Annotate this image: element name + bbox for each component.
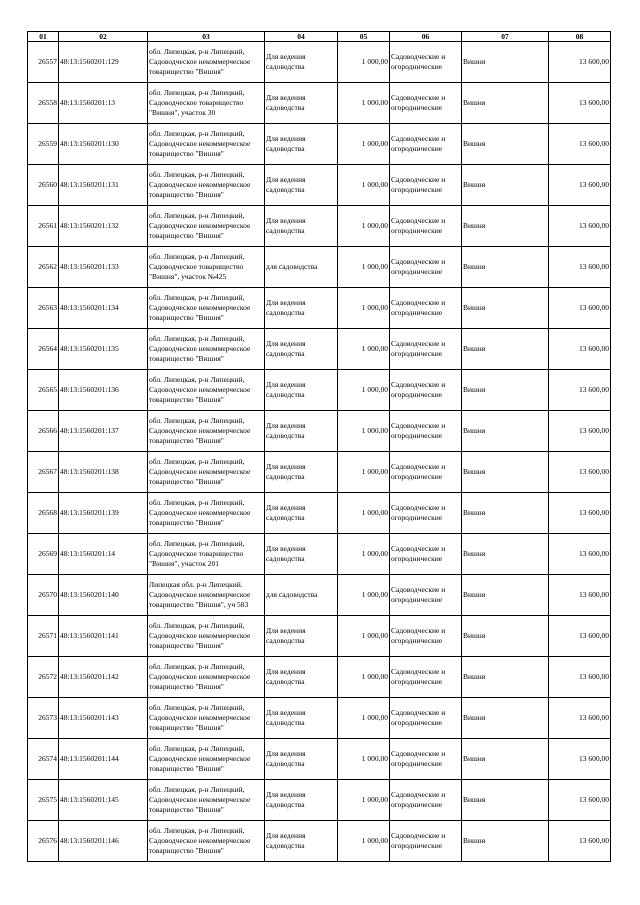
cadastral-number-cell: 48:13:1560201:134 [59,288,148,329]
cadastral-value-cell: 13 600,00 [549,42,611,83]
table-header [28,32,611,42]
permitted-use-cell: Для ведения садоводства [265,780,338,821]
cadastral-value-cell: 13 600,00 [549,657,611,698]
cadastral-value-cell: 13 600,00 [549,616,611,657]
land-category-cell: Садоводческие и огороднические [390,288,462,329]
cadastral-number-cell: 48:13:1560201:129 [59,42,148,83]
settlement-name-cell: Вишня [462,42,549,83]
permitted-use-cell: для садоводства [265,575,338,616]
record-number-cell: 26566 [28,411,59,452]
settlement-name-cell: Вишня [462,698,549,739]
cadastral-number-cell: 48:13:1560201:142 [59,657,148,698]
land-category-cell: Садоводческие и огороднические [390,616,462,657]
cadastral-number-cell: 48:13:1560201:136 [59,370,148,411]
land-category-cell: Садоводческие и огороднические [390,452,462,493]
cadastral-value-cell: 13 600,00 [549,83,611,124]
address-cell: обл. Липецкая, р-н Липецкий, Садоводческое некоммерческое товарищество "Вишня" [148,206,265,247]
address-cell: обл. Липецкая, р-н Липецкий, Садоводческое некоммерческое товарищество "Вишня" [148,657,265,698]
table-row [28,534,611,575]
cadastral-value-cell: 13 600,00 [549,575,611,616]
area-cell: 1 000,00 [338,821,390,862]
cadastral-number-cell: 48:13:1560201:146 [59,821,148,862]
area-cell: 1 000,00 [338,534,390,575]
record-number-cell: 26570 [28,575,59,616]
address-cell: обл. Липецкая, р-н Липецкий, Садоводческое товарищество "Вишня", участок 201 [148,534,265,575]
table-row [28,288,611,329]
cadastral-number-cell: 48:13:1560201:144 [59,739,148,780]
address-cell: обл. Липецкая, р-н Липецкий, Садоводческое некоммерческое товарищество "Вишня" [148,42,265,83]
area-cell: 1 000,00 [338,165,390,206]
table-row [28,411,611,452]
permitted-use-cell: Для ведения садоводства [265,534,338,575]
header-col-08: 08 [549,32,611,42]
address-cell: обл. Липецкая, р-н Липецкий, Садоводческое некоммерческое товарищество "Вишня" [148,452,265,493]
cadastral-number-cell: 48:13:1560201:13 [59,83,148,124]
header-col-05: 05 [338,32,390,42]
record-number-cell: 26557 [28,42,59,83]
area-cell: 1 000,00 [338,411,390,452]
permitted-use-cell: Для ведения садоводства [265,206,338,247]
address-cell: обл. Липецкая, р-н Липецкий, Садоводческое некоммерческое товарищество "Вишня" [148,411,265,452]
address-cell: обл. Липецкая, р-н Липецкий, Садоводческое некоммерческое товарищество "Вишня" [148,616,265,657]
area-cell: 1 000,00 [338,247,390,288]
table-row [28,370,611,411]
table-row [28,247,611,288]
record-number-cell: 26567 [28,452,59,493]
cadastral-value-cell: 13 600,00 [549,329,611,370]
cadastral-value-cell: 13 600,00 [549,206,611,247]
address-cell: обл. Липецкая, р-н Липецкий, Садоводческое некоммерческое товарищество "Вишня" [148,165,265,206]
area-cell: 1 000,00 [338,780,390,821]
cadastral-number-cell: 48:13:1560201:133 [59,247,148,288]
area-cell: 1 000,00 [338,616,390,657]
settlement-name-cell: Вишня [462,616,549,657]
address-cell: обл. Липецкая, р-н Липецкий, Садоводческое некоммерческое товарищество "Вишня" [148,370,265,411]
record-number-cell: 26575 [28,780,59,821]
cadastral-number-cell: 48:13:1560201:130 [59,124,148,165]
table-row [28,329,611,370]
settlement-name-cell: Вишня [462,411,549,452]
settlement-name-cell: Вишня [462,124,549,165]
cadastral-value-cell: 13 600,00 [549,534,611,575]
cadastral-number-cell: 48:13:1560201:141 [59,616,148,657]
cadastral-number-cell: 48:13:1560201:14 [59,534,148,575]
land-category-cell: Садоводческие и огороднические [390,83,462,124]
cadastral-number-cell: 48:13:1560201:138 [59,452,148,493]
address-cell: обл. Липецкая, р-н Липецкий, Садоводческое некоммерческое товарищество "Вишня" [148,493,265,534]
land-registry-table [27,31,611,862]
area-cell: 1 000,00 [338,329,390,370]
area-cell: 1 000,00 [338,493,390,534]
cadastral-value-cell: 13 600,00 [549,247,611,288]
cadastral-value-cell: 13 600,00 [549,124,611,165]
land-category-cell: Садоводческие и огороднические [390,206,462,247]
table-row [28,124,611,165]
record-number-cell: 26563 [28,288,59,329]
settlement-name-cell: Вишня [462,657,549,698]
header-col-04: 04 [265,32,338,42]
table-row [28,493,611,534]
settlement-name-cell: Вишня [462,329,549,370]
settlement-name-cell: Вишня [462,534,549,575]
settlement-name-cell: Вишня [462,575,549,616]
land-category-cell: Садоводческие и огороднические [390,124,462,165]
record-number-cell: 26574 [28,739,59,780]
cadastral-number-cell: 48:13:1560201:143 [59,698,148,739]
record-number-cell: 26572 [28,657,59,698]
table-row [28,821,611,862]
settlement-name-cell: Вишня [462,452,549,493]
land-category-cell: Садоводческие и огороднические [390,493,462,534]
land-category-cell: Садоводческие и огороднические [390,739,462,780]
cadastral-number-cell: 48:13:1560201:131 [59,165,148,206]
permitted-use-cell: Для ведения садоводства [265,821,338,862]
record-number-cell: 26568 [28,493,59,534]
settlement-name-cell: Вишня [462,739,549,780]
record-number-cell: 26565 [28,370,59,411]
table-row [28,206,611,247]
table-row [28,575,611,616]
address-cell: обл. Липецкая, р-н Липецкий, Садоводческое товарищество "Вишня", участок №425 [148,247,265,288]
header-col-03: 03 [148,32,265,42]
land-category-cell: Садоводческие и огороднические [390,657,462,698]
table-body [28,42,611,862]
address-cell: обл. Липецкая, р-н Липецкий, Садоводческое некоммерческое товарищество "Вишня" [148,329,265,370]
permitted-use-cell: Для ведения садоводства [265,657,338,698]
table-row [28,739,611,780]
permitted-use-cell: Для ведения садоводства [265,83,338,124]
record-number-cell: 26559 [28,124,59,165]
address-cell: обл. Липецкая, р-н Липецкий, Садоводческое товарищество "Вишня", участок 30 [148,83,265,124]
land-category-cell: Садоводческие и огороднические [390,329,462,370]
area-cell: 1 000,00 [338,698,390,739]
cadastral-number-cell: 48:13:1560201:140 [59,575,148,616]
permitted-use-cell: Для ведения садоводства [265,329,338,370]
land-category-cell: Садоводческие и огороднические [390,821,462,862]
permitted-use-cell: Для ведения садоводства [265,165,338,206]
area-cell: 1 000,00 [338,370,390,411]
table-row [28,780,611,821]
land-category-cell: Садоводческие и огороднические [390,575,462,616]
permitted-use-cell: Для ведения садоводства [265,698,338,739]
header-col-06: 06 [390,32,462,42]
area-cell: 1 000,00 [338,83,390,124]
land-category-cell: Садоводческие и огороднические [390,698,462,739]
area-cell: 1 000,00 [338,575,390,616]
settlement-name-cell: Вишня [462,370,549,411]
permitted-use-cell: Для ведения садоводства [265,124,338,165]
address-cell: Липецкая обл. р-н Липецкий. Садоводческое некоммерческое товарищество "Вишня", уч 583 [148,575,265,616]
address-cell: обл. Липецкая, р-н Липецкий, Садоводческое некоммерческое товарищество "Вишня" [148,821,265,862]
area-cell: 1 000,00 [338,42,390,83]
cadastral-number-cell: 48:13:1560201:145 [59,780,148,821]
permitted-use-cell: Для ведения садоводства [265,616,338,657]
record-number-cell: 26569 [28,534,59,575]
permitted-use-cell: для садоводства [265,247,338,288]
settlement-name-cell: Вишня [462,206,549,247]
table-row [28,616,611,657]
table-row [28,698,611,739]
address-cell: обл. Липецкая, р-н Липецкий, Садоводческое некоммерческое товарищество "Вишня" [148,739,265,780]
cadastral-value-cell: 13 600,00 [549,698,611,739]
cadastral-value-cell: 13 600,00 [549,411,611,452]
address-cell: обл. Липецкая, р-н Липецкий, Садоводческое некоммерческое товарищество "Вишня" [148,288,265,329]
cadastral-value-cell: 13 600,00 [549,821,611,862]
settlement-name-cell: Вишня [462,83,549,124]
land-category-cell: Садоводческие и огороднические [390,165,462,206]
land-category-cell: Садоводческие и огороднические [390,370,462,411]
cadastral-number-cell: 48:13:1560201:137 [59,411,148,452]
area-cell: 1 000,00 [338,657,390,698]
address-cell: обл. Липецкая, р-н Липецкий, Садоводческое некоммерческое товарищество "Вишня" [148,780,265,821]
area-cell: 1 000,00 [338,206,390,247]
record-number-cell: 26576 [28,821,59,862]
record-number-cell: 26562 [28,247,59,288]
settlement-name-cell: Вишня [462,821,549,862]
table-row [28,83,611,124]
permitted-use-cell: Для ведения садоводства [265,288,338,329]
record-number-cell: 26564 [28,329,59,370]
record-number-cell: 26561 [28,206,59,247]
permitted-use-cell: Для ведения садоводства [265,411,338,452]
area-cell: 1 000,00 [338,124,390,165]
land-category-cell: Садоводческие и огороднические [390,780,462,821]
land-category-cell: Садоводческие и огороднические [390,534,462,575]
record-number-cell: 26558 [28,83,59,124]
header-col-07: 07 [462,32,549,42]
cadastral-number-cell: 48:13:1560201:139 [59,493,148,534]
header-col-02: 02 [59,32,148,42]
settlement-name-cell: Вишня [462,493,549,534]
table-row [28,42,611,83]
area-cell: 1 000,00 [338,739,390,780]
settlement-name-cell: Вишня [462,165,549,206]
cadastral-value-cell: 13 600,00 [549,452,611,493]
cadastral-value-cell: 13 600,00 [549,780,611,821]
permitted-use-cell: Для ведения садоводства [265,739,338,780]
cadastral-value-cell: 13 600,00 [549,165,611,206]
permitted-use-cell: Для ведения садоводства [265,42,338,83]
record-number-cell: 26560 [28,165,59,206]
table-row [28,657,611,698]
permitted-use-cell: Для ведения садоводства [265,493,338,534]
permitted-use-cell: Для ведения садоводства [265,370,338,411]
land-category-cell: Садоводческие и огороднические [390,411,462,452]
cadastral-number-cell: 48:13:1560201:132 [59,206,148,247]
permitted-use-cell: Для ведения садоводства [265,452,338,493]
address-cell: обл. Липецкая, р-н Липецкий, Садоводческое некоммерческое товарищество "Вишня" [148,698,265,739]
settlement-name-cell: Вишня [462,780,549,821]
area-cell: 1 000,00 [338,452,390,493]
record-number-cell: 26571 [28,616,59,657]
cadastral-value-cell: 13 600,00 [549,739,611,780]
header-row [28,32,611,42]
address-cell: обл. Липецкая, р-н Липецкий, Садоводческое некоммерческое товарищество "Вишня" [148,124,265,165]
record-number-cell: 26573 [28,698,59,739]
land-category-cell: Садоводческие и огороднические [390,42,462,83]
cadastral-number-cell: 48:13:1560201:135 [59,329,148,370]
area-cell: 1 000,00 [338,288,390,329]
cadastral-value-cell: 13 600,00 [549,370,611,411]
settlement-name-cell: Вишня [462,288,549,329]
cadastral-value-cell: 13 600,00 [549,493,611,534]
settlement-name-cell: Вишня [462,247,549,288]
header-col-01: 01 [28,32,59,42]
table-row [28,452,611,493]
table-row [28,165,611,206]
cadastral-value-cell: 13 600,00 [549,288,611,329]
land-category-cell: Садоводческие и огороднические [390,247,462,288]
